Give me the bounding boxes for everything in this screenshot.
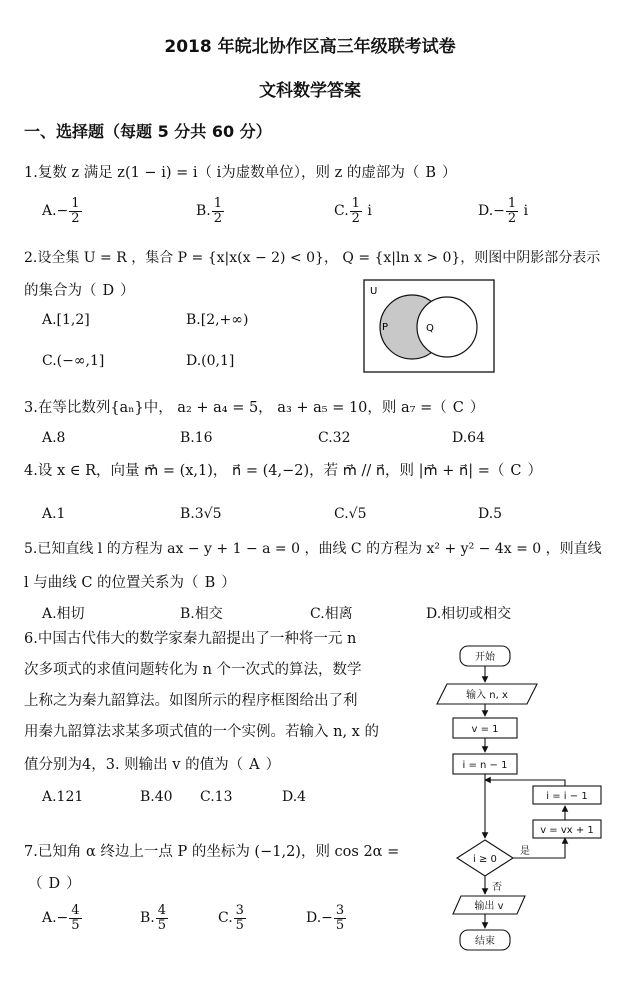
question-2-option-c: C.(−∞,1] bbox=[42, 353, 105, 369]
question-1-close: ） bbox=[442, 165, 457, 181]
question-6-line-2: 次多项式的求值问题转化为 n 个一次式的算法，数学 bbox=[24, 662, 362, 678]
question-7-line-1: 7.已知角 α 终边上一点 P 的坐标为 (−1,2)，则 cos 2α = bbox=[24, 844, 400, 860]
question-3-option-a: A.8 bbox=[42, 430, 66, 446]
question-6-option-c: C.13 bbox=[200, 789, 233, 805]
section-heading: 一、选择题（每题 5 分共 60 分） bbox=[24, 122, 272, 141]
numerator: 4 bbox=[157, 903, 167, 918]
fraction bbox=[69, 904, 81, 932]
question-1-option-b bbox=[196, 197, 225, 225]
question-6-option-d: D.4 bbox=[282, 789, 307, 805]
question-4-option-d: D.5 bbox=[478, 506, 503, 522]
page-subtitle: 文科数学答案 bbox=[259, 81, 361, 101]
option-label: B. bbox=[140, 910, 155, 927]
flow-output-label: 输出 v bbox=[474, 901, 504, 912]
question-7-close: ） bbox=[66, 876, 81, 892]
question-5-option-a: A.相切 bbox=[42, 606, 85, 622]
question-5-line-1: 5.已知直线 l 的方程为 ax − y + 1 − a = 0 ，曲线 C 的方程为 x² + y² − 4x = 0 ，则直线 bbox=[24, 541, 602, 557]
option-label: C. bbox=[334, 203, 349, 220]
question-2-answer: D bbox=[102, 283, 115, 299]
question-1-option-a bbox=[42, 197, 83, 225]
numerator: 4 bbox=[71, 903, 80, 918]
flow-update-label: v = vx + 1 bbox=[540, 825, 594, 836]
question-5-option-b: B.相交 bbox=[180, 606, 223, 622]
question-5-option-c: C.相离 bbox=[310, 606, 353, 622]
question-1-answer: B bbox=[425, 165, 436, 181]
question-3-stem bbox=[24, 396, 484, 417]
question-1-option-d bbox=[478, 197, 528, 225]
question-6-text: 值分别为4，3. 则输出 v 的值为（ bbox=[24, 757, 244, 773]
question-3-close: ） bbox=[469, 400, 485, 416]
question-4-option-a: A.1 bbox=[42, 506, 66, 522]
question-1-text: 1.复数 z 满足 z(1 − i) = i（ i为虚数单位），则 z 的虚部为（ bbox=[24, 165, 420, 181]
question-5-option-d: D.相切或相交 bbox=[426, 606, 512, 622]
numerator: 1 bbox=[507, 196, 517, 211]
denominator: 2 bbox=[351, 210, 360, 226]
question-6-line-3: 上称之为秦九韶算法。如图所示的程序框图给出了利 bbox=[24, 693, 358, 709]
question-6-line-4: 用秦九韶算法求某多项式值的一个实例。若输入 n, x 的 bbox=[24, 724, 379, 740]
question-6-line-1: 6.中国古代伟大的数学家秦九韶提出了一种将一元 n bbox=[24, 631, 357, 647]
denominator: 5 bbox=[71, 917, 80, 933]
question-4-stem bbox=[24, 459, 542, 480]
flow-start-label: 开始 bbox=[475, 652, 495, 663]
flow-decrement-label: i = i − 1 bbox=[546, 791, 588, 802]
question-2-text: 的集合为（ bbox=[24, 283, 97, 299]
fraction bbox=[506, 197, 518, 225]
question-5-line-2 bbox=[24, 571, 236, 592]
numerator: 1 bbox=[213, 196, 223, 211]
flow-yes-label: 是 bbox=[520, 846, 530, 857]
venn-label-q: Q bbox=[426, 323, 434, 334]
denominator: 5 bbox=[157, 917, 167, 933]
question-6-answer: A bbox=[249, 757, 260, 773]
flow-no-label: 否 bbox=[492, 882, 502, 893]
fraction bbox=[234, 904, 246, 932]
option-suffix: i bbox=[362, 203, 372, 220]
flow-init-v-label: v = 1 bbox=[471, 724, 499, 735]
denominator: 2 bbox=[213, 210, 223, 226]
page-title: 2018 年皖北协作区高三年级联考试卷 bbox=[164, 37, 456, 57]
denominator: 2 bbox=[71, 210, 80, 226]
question-4-text: 4.设 x ∈ R，向量 m⃗ = (x,1)， n⃗ = (4,−2)，若 m⃗ // n⃗，则 |m⃗ + n⃗| =（ bbox=[24, 463, 505, 479]
fraction bbox=[350, 197, 362, 225]
numerator: 3 bbox=[235, 903, 244, 918]
question-4-close: ） bbox=[527, 463, 542, 479]
question-3-option-b: B.16 bbox=[180, 430, 213, 446]
question-4-option-b: B.3√5 bbox=[180, 506, 222, 522]
question-6-line-5 bbox=[24, 753, 280, 774]
option-label: D.− bbox=[478, 203, 505, 220]
question-5-answer: B bbox=[204, 575, 216, 591]
question-3-answer: C bbox=[452, 400, 464, 416]
question-1-option-c bbox=[334, 197, 372, 225]
question-2-line-1: 2.设全集 U = R ，集合 P = {x|x(x − 2) < 0}， Q = {x|ln x > 0}，则图中阴影部分表示 bbox=[24, 250, 601, 266]
denominator: 5 bbox=[335, 917, 345, 933]
venn-label-u: U bbox=[370, 286, 378, 297]
option-label: B. bbox=[196, 203, 211, 220]
question-5-text: l 与曲线 C 的位置关系为（ bbox=[24, 575, 199, 591]
numerator: 1 bbox=[351, 196, 360, 211]
question-2-close: ） bbox=[120, 283, 135, 299]
question-7-option-d bbox=[306, 904, 347, 932]
fraction bbox=[334, 904, 346, 932]
question-1-stem bbox=[24, 161, 457, 182]
flow-end-label: 结束 bbox=[475, 936, 495, 947]
question-7-answer: D bbox=[48, 876, 61, 892]
question-7-option-c bbox=[218, 904, 247, 932]
option-label: A.− bbox=[42, 203, 69, 220]
flow-init-i-label: i = n − 1 bbox=[462, 760, 508, 771]
venn-diagram bbox=[362, 278, 496, 374]
fraction bbox=[69, 197, 81, 225]
question-3-option-c: C.32 bbox=[318, 430, 351, 446]
question-2-option-b: B.[2,+∞) bbox=[186, 312, 249, 328]
flow-arrow-loop bbox=[485, 780, 565, 786]
question-4-option-c: C.√5 bbox=[334, 506, 367, 522]
question-6-option-b: B.40 bbox=[140, 789, 173, 805]
question-4-answer: C bbox=[510, 463, 522, 479]
question-3-option-d: D.64 bbox=[452, 430, 485, 446]
question-5-close: ） bbox=[221, 575, 236, 591]
numerator: 3 bbox=[335, 903, 345, 918]
flow-condition-label: i ≥ 0 bbox=[473, 854, 497, 865]
question-3-text: 3.在等比数列{aₙ}中， a₂ + a₄ = 5， a₃ + a₅ = 10，则 a₇ =（ bbox=[24, 400, 447, 416]
flow-input-label: 输入 n, x bbox=[466, 690, 508, 701]
question-7-line-2 bbox=[28, 872, 81, 893]
question-7-option-b bbox=[140, 904, 169, 932]
option-label: C. bbox=[218, 910, 233, 927]
numerator: 1 bbox=[71, 196, 80, 211]
question-7-text: （ bbox=[28, 876, 43, 892]
denominator: 5 bbox=[235, 917, 244, 933]
option-label: A.− bbox=[42, 910, 69, 927]
option-label: D.− bbox=[306, 910, 333, 927]
denominator: 2 bbox=[507, 210, 517, 226]
question-2-option-a: A.[1,2] bbox=[42, 312, 90, 328]
question-6-close: ） bbox=[265, 757, 281, 773]
fraction bbox=[212, 197, 224, 225]
option-suffix: i bbox=[519, 203, 529, 220]
question-6-option-a: A.121 bbox=[42, 789, 84, 805]
flowchart bbox=[425, 640, 610, 955]
venn-label-p: P bbox=[382, 322, 389, 333]
question-7-option-a bbox=[42, 904, 83, 932]
fraction bbox=[156, 904, 168, 932]
question-2-option-d: D.(0,1] bbox=[186, 353, 235, 369]
question-2-line-2 bbox=[24, 279, 135, 300]
